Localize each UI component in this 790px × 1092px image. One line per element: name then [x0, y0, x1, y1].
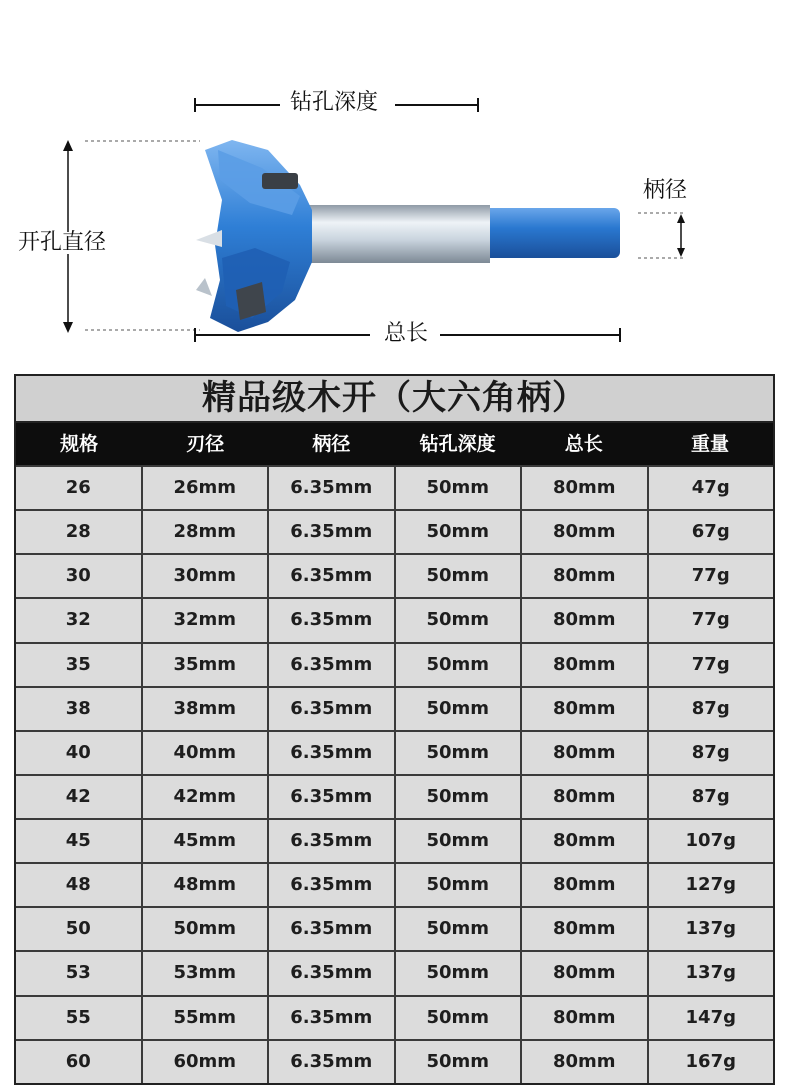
cell-blade-diameter: 53mm [141, 952, 268, 994]
cell-drill-depth: 50mm [394, 776, 521, 818]
cell-spec: 55 [16, 997, 141, 1039]
cell-shank-diameter: 6.35mm [267, 555, 394, 597]
table-row [16, 950, 773, 994]
cell-weight: 127g [647, 864, 774, 906]
cell-weight: 77g [647, 599, 774, 641]
cell-shank-diameter: 6.35mm [267, 864, 394, 906]
table-title: 精品级木开（大六角柄） [16, 376, 773, 421]
table-row [16, 597, 773, 641]
cell-spec: 50 [16, 908, 141, 950]
cell-drill-depth: 50mm [394, 908, 521, 950]
cell-blade-diameter: 50mm [141, 908, 268, 950]
cell-spec: 30 [16, 555, 141, 597]
cell-drill-depth: 50mm [394, 511, 521, 553]
hole-diameter-label: 开孔直径 [18, 230, 107, 255]
cell-shank-diameter: 6.35mm [267, 776, 394, 818]
shank-diameter-label: 柄径 [643, 178, 688, 203]
cell-weight: 147g [647, 997, 774, 1039]
table-row [16, 995, 773, 1039]
cell-spec: 28 [16, 511, 141, 553]
cell-weight: 87g [647, 688, 774, 730]
cell-drill-depth: 50mm [394, 1041, 521, 1083]
cell-shank-diameter: 6.35mm [267, 997, 394, 1039]
cell-shank-diameter: 6.35mm [267, 644, 394, 686]
cell-shank-diameter: 6.35mm [267, 1041, 394, 1083]
cell-spec: 26 [16, 467, 141, 509]
shank-diameter-dimension [638, 213, 685, 258]
header-total-length: 总长 [564, 433, 603, 455]
cell-total-length: 80mm [520, 644, 647, 686]
cell-drill-depth: 50mm [394, 820, 521, 862]
cell-blade-diameter: 42mm [141, 776, 268, 818]
spec-table [14, 374, 775, 1085]
cell-drill-depth: 50mm [394, 864, 521, 906]
table-row [16, 509, 773, 553]
cell-weight: 77g [647, 644, 774, 686]
cell-spec: 53 [16, 952, 141, 994]
cell-shank-diameter: 6.35mm [267, 511, 394, 553]
drill-bit [196, 140, 620, 332]
table-row [16, 465, 773, 509]
table-row [16, 553, 773, 597]
cell-shank-diameter: 6.35mm [267, 599, 394, 641]
cell-total-length: 80mm [520, 776, 647, 818]
cell-blade-diameter: 32mm [141, 599, 268, 641]
cell-weight: 87g [647, 732, 774, 774]
cell-spec: 42 [16, 776, 141, 818]
cell-shank-diameter: 6.35mm [267, 688, 394, 730]
cell-spec: 45 [16, 820, 141, 862]
cell-total-length: 80mm [520, 688, 647, 730]
cell-total-length: 80mm [520, 997, 647, 1039]
cell-blade-diameter: 26mm [141, 467, 268, 509]
header-blade-diameter: 刃径 [186, 433, 225, 455]
cell-weight: 87g [647, 776, 774, 818]
cell-shank-diameter: 6.35mm [267, 908, 394, 950]
table-row [16, 642, 773, 686]
cell-drill-depth: 50mm [394, 732, 521, 774]
cell-weight: 67g [647, 511, 774, 553]
cell-spec: 32 [16, 599, 141, 641]
cell-weight: 137g [647, 952, 774, 994]
cell-drill-depth: 50mm [394, 688, 521, 730]
cell-shank-diameter: 6.35mm [267, 820, 394, 862]
table-header-row [16, 421, 773, 465]
table-row [16, 862, 773, 906]
cell-shank-diameter: 6.35mm [267, 467, 394, 509]
cell-weight: 167g [647, 1041, 774, 1083]
cell-blade-diameter: 45mm [141, 820, 268, 862]
cell-drill-depth: 50mm [394, 644, 521, 686]
cell-drill-depth: 50mm [394, 467, 521, 509]
header-shank-diameter: 柄径 [312, 433, 351, 455]
cell-total-length: 80mm [520, 599, 647, 641]
cell-shank-diameter: 6.35mm [267, 952, 394, 994]
table-body [16, 465, 773, 1083]
cell-drill-depth: 50mm [394, 555, 521, 597]
cell-drill-depth: 50mm [394, 599, 521, 641]
cell-shank-diameter: 6.35mm [267, 732, 394, 774]
cell-total-length: 80mm [520, 555, 647, 597]
table-row [16, 1039, 773, 1083]
cell-weight: 107g [647, 820, 774, 862]
cell-blade-diameter: 48mm [141, 864, 268, 906]
cell-spec: 40 [16, 732, 141, 774]
cell-blade-diameter: 38mm [141, 688, 268, 730]
table-row [16, 906, 773, 950]
cell-spec: 48 [16, 864, 141, 906]
cell-drill-depth: 50mm [394, 997, 521, 1039]
header-drill-depth: 钻孔深度 [419, 433, 496, 455]
cell-total-length: 80mm [520, 732, 647, 774]
product-diagram [0, 0, 790, 370]
cell-total-length: 80mm [520, 467, 647, 509]
total-length-label: 总长 [384, 321, 429, 346]
header-weight: 重量 [690, 433, 729, 455]
cell-blade-diameter: 60mm [141, 1041, 268, 1083]
cell-blade-diameter: 55mm [141, 997, 268, 1039]
table-row [16, 774, 773, 818]
cell-weight: 137g [647, 908, 774, 950]
cell-spec: 60 [16, 1041, 141, 1083]
header-spec: 规格 [60, 433, 99, 455]
cell-total-length: 80mm [520, 864, 647, 906]
cell-total-length: 80mm [520, 511, 647, 553]
cell-blade-diameter: 28mm [141, 511, 268, 553]
cell-total-length: 80mm [520, 908, 647, 950]
cell-blade-diameter: 30mm [141, 555, 268, 597]
cell-spec: 35 [16, 644, 141, 686]
cell-drill-depth: 50mm [394, 952, 521, 994]
cell-blade-diameter: 35mm [141, 644, 268, 686]
cell-weight: 77g [647, 555, 774, 597]
depth-label: 钻孔深度 [290, 90, 379, 115]
cell-blade-diameter: 40mm [141, 732, 268, 774]
table-row [16, 818, 773, 862]
cell-total-length: 80mm [520, 820, 647, 862]
table-row [16, 686, 773, 730]
cell-weight: 47g [647, 467, 774, 509]
cell-total-length: 80mm [520, 1041, 647, 1083]
cell-spec: 38 [16, 688, 141, 730]
table-row [16, 730, 773, 774]
cell-total-length: 80mm [520, 952, 647, 994]
